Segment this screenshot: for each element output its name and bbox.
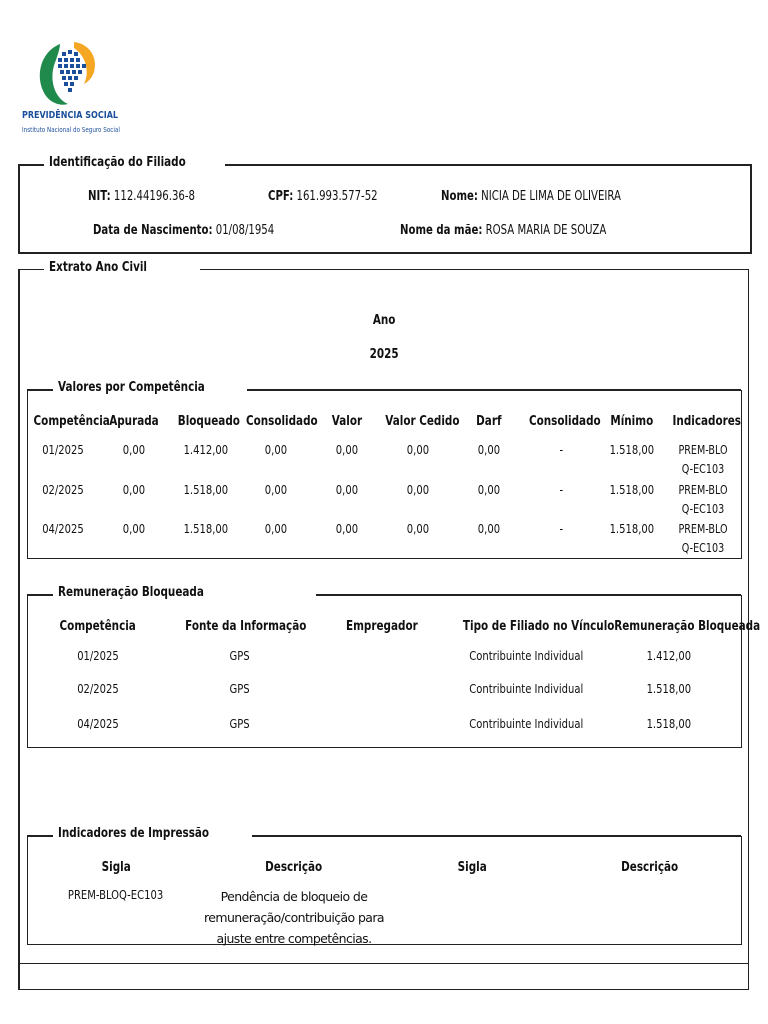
remuneracao-fonte: GPS xyxy=(229,648,251,663)
valores-minimo: 1.518,00 xyxy=(609,442,655,457)
previdencia-logo xyxy=(18,38,118,142)
remuneracao-valor: 1.412,00 xyxy=(646,648,692,663)
ano-label: Ano xyxy=(372,313,396,328)
valores-header-darf: Darf xyxy=(476,414,502,429)
valores-apurada: 0,00 xyxy=(122,482,146,497)
remuneracao-tipo: Contribuinte Individual xyxy=(468,648,583,663)
extrato-frame-top-right xyxy=(200,269,749,270)
indicadores-descricao: Pendência de bloqueio de remuneração/contribuição para ajuste entre competências. xyxy=(204,889,384,946)
valores-valor: 0,00 xyxy=(335,521,359,536)
indicadores-header-sigla-2: Sigla xyxy=(457,860,487,875)
valores-header-apurada: Apurada xyxy=(109,414,159,429)
logo-title: PREVIDÊNCIA SOCIAL xyxy=(22,110,118,121)
valores-indicadores: PREM-BLOQ-EC103 xyxy=(678,483,728,516)
valores-darf: 0,00 xyxy=(477,442,501,457)
nascimento-field xyxy=(93,223,325,238)
remuneracao-empregador xyxy=(330,715,434,733)
remuneracao-header-empregador: Empregador xyxy=(346,619,418,634)
mae-label: Nome da mãe: xyxy=(400,223,483,238)
valores-consolidado-2: - xyxy=(559,442,563,457)
valores-minimo: 1.518,00 xyxy=(609,521,655,536)
valores-header-valor: Valor xyxy=(331,414,363,429)
valores-bloqueado: 1.412,00 xyxy=(183,442,229,457)
indicadores-header-descricao-2: Descrição xyxy=(621,860,679,875)
extrato-footer-divider xyxy=(18,963,749,964)
remuneracao-header-tipo: Tipo de Filiado no Vínculo xyxy=(462,619,615,634)
cpf-label: CPF: xyxy=(268,189,294,204)
valores-header-consolidado: Consolidado xyxy=(245,414,318,429)
valores-header-valor-cedido: Valor Cedido xyxy=(385,414,460,429)
remuneracao-valor: 1.518,00 xyxy=(646,716,692,731)
indicadores-header-descricao: Descrição xyxy=(265,860,323,875)
valores-darf: 0,00 xyxy=(477,482,501,497)
indicadores-sigla: PREM-BLOQ-EC103 xyxy=(68,887,164,902)
extrato-frame-bottom xyxy=(18,989,749,990)
valores-valor-cedido: 0,00 xyxy=(406,442,430,457)
remuneracao-header-competencia: Competência xyxy=(59,619,137,634)
valores-apurada: 0,00 xyxy=(122,442,146,457)
nit-value: 112.44196.36-8 xyxy=(113,189,195,204)
filiado-frame xyxy=(18,164,752,254)
mae-field xyxy=(400,223,665,238)
remuneracao-header-fonte: Fonte da Informação xyxy=(185,619,307,634)
valores-legend: Valores por Competência xyxy=(53,380,247,395)
valores-bloqueado: 1.518,00 xyxy=(183,521,229,536)
indicadores-descricao-2 xyxy=(590,886,710,904)
remuneracao-fonte: GPS xyxy=(229,681,251,696)
remuneracao-valor: 1.518,00 xyxy=(646,681,692,696)
valores-indicadores: PREM-BLOQ-EC103 xyxy=(678,522,728,555)
remuneracao-empregador xyxy=(330,680,434,698)
valores-consolidado-2: - xyxy=(559,521,563,536)
cpf-value: 161.993.577-52 xyxy=(296,189,378,204)
valores-indicadores: PREM-BLOQ-EC103 xyxy=(678,443,728,476)
nit-field xyxy=(88,189,225,204)
remuneracao-tipo: Contribuinte Individual xyxy=(468,681,583,696)
valores-consolidado-2: - xyxy=(559,482,563,497)
valores-valor-cedido: 0,00 xyxy=(406,521,430,536)
valores-minimo: 1.518,00 xyxy=(609,482,655,497)
valores-competencia: 02/2025 xyxy=(42,482,84,497)
extrato-legend: Extrato Ano Civil xyxy=(44,260,177,275)
remuneracao-competencia: 04/2025 xyxy=(77,716,119,731)
ano-value: 2025 xyxy=(369,347,399,362)
valores-valor: 0,00 xyxy=(335,482,359,497)
nome-value: NICIA DE LIMA DE OLIVEIRA xyxy=(481,189,621,204)
remuneracao-tipo: Contribuinte Individual xyxy=(468,716,583,731)
valores-consolidado: 0,00 xyxy=(264,482,288,497)
valores-consolidado: 0,00 xyxy=(264,442,288,457)
filiado-legend: Identificação do Filiado xyxy=(44,155,225,170)
valores-darf: 0,00 xyxy=(477,521,501,536)
remuneracao-competencia: 01/2025 xyxy=(77,648,119,663)
indicadores-legend: Indicadores de Impressão xyxy=(53,826,252,841)
valores-valor-cedido: 0,00 xyxy=(406,482,430,497)
indicadores-header-sigla: Sigla xyxy=(101,860,131,875)
nit-label: NIT: xyxy=(88,189,111,204)
nome-field xyxy=(441,189,672,204)
valores-header-minimo: Mínimo xyxy=(610,414,654,429)
extrato-frame-top-left xyxy=(18,269,44,270)
valores-header-competencia: Competência xyxy=(33,414,110,429)
valores-bloqueado: 1.518,00 xyxy=(183,482,229,497)
remuneracao-legend: Remuneração Bloqueada xyxy=(53,585,245,600)
logo-subtitle: Instituto Nacional do Seguro Social xyxy=(22,126,120,134)
previdencia-logo-mark xyxy=(32,38,102,110)
nome-label: Nome: xyxy=(441,189,478,204)
valores-competencia: 01/2025 xyxy=(42,442,84,457)
valores-header-indicadores: Indicadores xyxy=(672,414,741,429)
valores-valor: 0,00 xyxy=(335,442,359,457)
mae-value: ROSA MARIA DE SOUZA xyxy=(485,223,607,238)
valores-consolidado: 0,00 xyxy=(264,521,288,536)
valores-header-bloqueado: Bloqueado xyxy=(177,414,240,429)
extrato-frame-left xyxy=(18,269,20,990)
nascimento-label: Data de Nascimento: xyxy=(93,223,213,238)
indicadores-sigla-2 xyxy=(422,886,522,904)
remuneracao-competencia: 02/2025 xyxy=(77,681,119,696)
remuneracao-fonte: GPS xyxy=(229,716,251,731)
nascimento-value: 01/08/1954 xyxy=(215,223,275,238)
valores-apurada: 0,00 xyxy=(122,521,146,536)
valores-header-consolidado-2: Consolidado xyxy=(528,414,601,429)
remuneracao-empregador xyxy=(330,647,434,665)
valores-competencia: 04/2025 xyxy=(42,521,84,536)
cpf-field xyxy=(268,189,409,204)
remuneracao-header-remuneracao: Remuneração Bloqueada xyxy=(614,619,761,634)
